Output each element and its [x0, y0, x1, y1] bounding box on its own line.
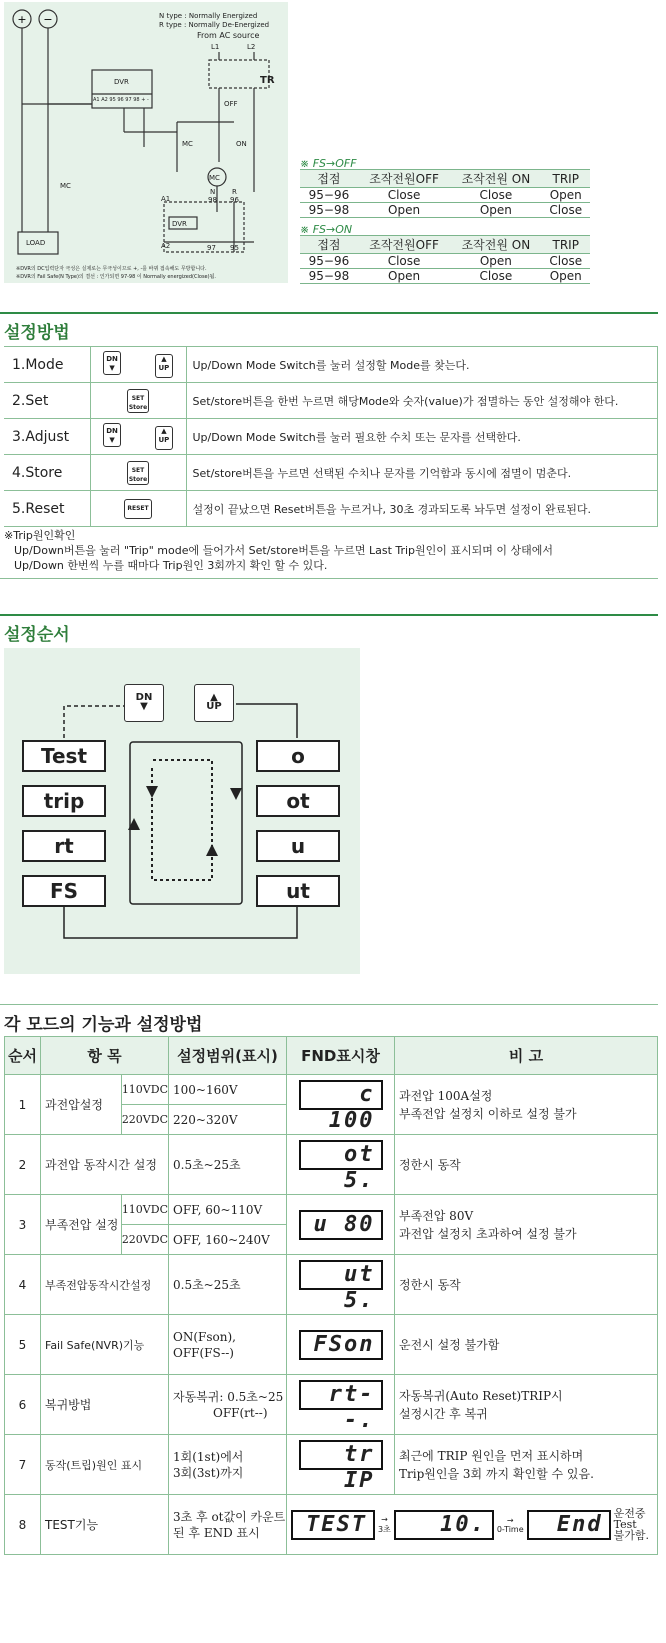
row-range: OFF(rt--)	[213, 1405, 268, 1420]
table-cell: Open	[358, 203, 450, 218]
fnd-test: TEST	[291, 1510, 375, 1540]
row-no: 5	[5, 1315, 41, 1375]
step-desc: Up/Down Mode Switch를 눌러 필요한 수치 또는 문자를 선택한다.	[186, 419, 658, 455]
l2-label: L2	[247, 43, 256, 51]
row-range: 자동복귀: 0.5초~25	[173, 1389, 284, 1404]
mode-rt: rt	[22, 830, 106, 862]
mode-ut: ut	[256, 875, 340, 907]
step-desc: Set/store버튼을 누르면 선택된 수치나 문자를 기억함과 동시에 점멸이 멈춘다.	[186, 455, 658, 491]
fnd-end: End	[527, 1510, 611, 1540]
step-desc: Set/store버튼을 한번 누르면 해당Mode와 숫자(value)가 점멸하는 동안 설정해야 한다.	[186, 383, 658, 419]
row-no: 6	[5, 1375, 41, 1435]
table-cell: Open	[450, 203, 541, 218]
set-store-key: SET Store	[127, 389, 149, 413]
section-divider	[0, 614, 658, 616]
row-item: 부족전압동작시간설정	[41, 1255, 169, 1315]
table-cell: Open	[542, 188, 591, 203]
col-header: FND표시창	[287, 1037, 395, 1075]
step-name: 2.Set	[4, 383, 90, 419]
fnd-count: 10.	[394, 1510, 494, 1540]
row-range: 100~160V	[169, 1075, 287, 1105]
t96-label: 96	[230, 196, 239, 204]
step-name: 1.Mode	[4, 347, 90, 383]
up-key: ▲ UP	[155, 354, 173, 378]
r-type-note: R type : Normally De-Energized	[159, 21, 270, 29]
svg-text:−: −	[43, 13, 53, 26]
row-item: 부족전압 설정	[41, 1195, 122, 1255]
table-cell: Close	[358, 254, 450, 269]
svg-text:+: +	[17, 13, 27, 26]
row-note: 불가함.	[613, 1529, 650, 1542]
row-item: 동작(트립)원인 표시	[41, 1435, 169, 1495]
n-type-note: N type : Normally Energized	[159, 12, 258, 20]
fnd-display: u 80	[299, 1210, 383, 1240]
row-note: 부족전압 80V	[399, 1208, 474, 1223]
row-range: 3초 후 ot값이 카운트	[173, 1509, 286, 1524]
row-note: 운전중	[613, 1507, 646, 1520]
arrow-label: 3초	[378, 1524, 391, 1534]
row-range: ON(Fson),	[173, 1329, 236, 1344]
col-header: 설정범위(표시)	[169, 1037, 287, 1075]
row-sub: 220VDC	[121, 1225, 168, 1255]
setting-row	[4, 455, 658, 491]
table-cell: Open	[542, 269, 591, 284]
row-note: 과전압 설정치 초과하여 설정 불가	[399, 1226, 577, 1241]
fnd-display: tr IP	[299, 1440, 383, 1470]
setting-row	[4, 419, 658, 455]
fs-on-header-contact: 접점	[300, 236, 358, 254]
dvr-label-1: DVR	[114, 78, 129, 86]
mode-trip: trip	[22, 785, 106, 817]
row-range: 된 후 END 표시	[173, 1525, 260, 1540]
table-cell: Close	[358, 188, 450, 203]
row-sub: 110VDC	[121, 1195, 168, 1225]
trip-note	[4, 528, 658, 573]
row-range: OFF(FS--)	[173, 1345, 234, 1360]
col-header: 비 고	[395, 1037, 658, 1075]
row-note: 정한시 동작	[395, 1135, 658, 1195]
up-button[interactable]: ▲ UP	[194, 684, 234, 722]
fnd-display: rt--.	[299, 1380, 383, 1410]
row-note: Test	[613, 1518, 637, 1531]
row-note: 정한시 동작	[395, 1255, 658, 1315]
table-cell: 95−98	[300, 203, 358, 218]
functions-title: 각 모드의 기능과 설정방법	[4, 1015, 203, 1035]
row-note: 과전압 100A설정	[399, 1088, 493, 1103]
reset-key: RESET	[124, 499, 152, 519]
ac-source-label: From AC source	[197, 31, 260, 40]
fs-off-header-trip: TRIP	[542, 170, 591, 188]
row-item: TEST기능	[41, 1495, 169, 1555]
functions-table: 순서 항 목 설정범위(표시) FND표시창 비 고 1 과전압설정 110VDC 100~160V c 100 과전압 100A설정 부족전압 설정치 이하로 설정 불가 220VDC 220~320V 2 과전압 동작시간 설정 0.5초~25초 ot 5. 정한시 동작 3 부족전압 설정 110VDC OFF, 60~110V u 80 부족전압 80V 과전압 설정치 초과하여 설정 불가 220VDC OFF, 160~240V 4 부족전압동작시간설정 0.5초~25초 ut 5. 정한시 동작 5 Fail Safe(NVR)기능 ON(Fson), OFF(FS--) FSon 운전시 설정 불가함 6 복귀방법 자동복귀: 0.5초~25 OFF(rt--) rt--. 자동복귀(Auto Reset)TRIP시 설정시간 후 복귀 7 동작(트립)원인 표시 1회(1st)에서 3회(3st)까지 tr IP 최근에 TRIP 원인을 먼저 표시하며 Trip원인을 3회 까지 확인할 수 있음. 8 TEST기능 3초 후 ot값이 카운트 된 후 END 표시 TEST → 3초 10. → 0-Time End 운전중 Test 불가함.	[4, 1036, 658, 1555]
col-header: 순서	[5, 1037, 41, 1075]
row-sub: 220VDC	[121, 1105, 168, 1135]
row-note: 운전시 설정 불가함	[395, 1315, 658, 1375]
mode-u: u	[256, 830, 340, 862]
row-no: 7	[5, 1435, 41, 1495]
step-desc: 설정이 끝났으면 Reset버튼을 누르거나, 30초 경과되도록 놔두면 설정이 완료된다.	[186, 491, 658, 527]
row-range: 3회(3st)까지	[173, 1465, 244, 1480]
dn-key: DN ▼	[103, 423, 121, 447]
setting-row	[4, 491, 658, 527]
fs-off-header-power-on: 조작전원 ON	[450, 170, 541, 188]
mc-label-2: MC	[60, 182, 71, 190]
fnd-display: ut 5.	[299, 1260, 383, 1290]
row-no: 4	[5, 1255, 41, 1315]
mode-test: Test	[22, 740, 106, 772]
off-label: OFF	[224, 100, 238, 108]
fs-on-header-power-on: 조작전원 ON	[450, 236, 541, 254]
row-range: OFF, 60~110V	[169, 1195, 287, 1225]
row-range: OFF, 160~240V	[169, 1225, 287, 1255]
t97-label: 97	[207, 244, 216, 252]
fs-on-header-trip: TRIP	[542, 236, 591, 254]
row-note: 자동복귀(Auto Reset)TRIP시	[399, 1388, 563, 1403]
step-name: 3.Adjust	[4, 419, 90, 455]
fnd-display: ot 5.	[299, 1140, 383, 1170]
n-label: N	[210, 188, 216, 196]
row-no: 3	[5, 1195, 41, 1255]
row-no: 1	[5, 1075, 41, 1135]
table-cell: Close	[542, 203, 591, 218]
trip-note-title: ※Trip원인확인	[4, 529, 76, 542]
fs-off-header-contact: 접점	[300, 170, 358, 188]
table-cell: Open	[450, 254, 541, 269]
table-cell: Close	[450, 188, 541, 203]
fs-on-header-power-off: 조작전원OFF	[358, 236, 450, 254]
t98-label: 98	[208, 196, 217, 204]
section-divider	[0, 578, 658, 579]
l1-label: L1	[211, 43, 220, 51]
trip-note-line2: Up/Down 한번씩 누를 때마다 Trip원인 3회까지 확인 할 수 있다.	[14, 559, 328, 572]
table-cell: Close	[542, 254, 591, 269]
row-note: 부족전압 설정치 이하로 설정 불가	[399, 1106, 577, 1121]
table-cell: Close	[450, 269, 541, 284]
fnd-display: c 100	[299, 1080, 383, 1110]
a1-label: A1	[161, 195, 171, 203]
table-cell: 95−98	[300, 269, 358, 284]
setting-row	[4, 383, 658, 419]
row-item: 과전압 동작시간 설정	[41, 1135, 169, 1195]
fs-off-header-power-off: 조작전원OFF	[358, 170, 450, 188]
set-store-key: SET Store	[127, 461, 149, 485]
dn-button[interactable]: DN ▼	[124, 684, 164, 722]
mode-fs: FS	[22, 875, 106, 907]
setting-table	[4, 346, 658, 527]
row-no: 8	[5, 1495, 41, 1555]
step-desc: Up/Down Mode Switch를 눌러 설정할 Mode를 찾는다.	[186, 347, 658, 383]
row-range: 0.5초~25초	[169, 1255, 287, 1315]
dvr-label-2: DVR	[172, 220, 187, 228]
mode-ot: ot	[256, 785, 340, 817]
mc-coil-label: MC	[209, 174, 220, 182]
section-divider	[0, 1004, 658, 1005]
sequence-title: 설정순서	[4, 625, 70, 645]
row-no: 2	[5, 1135, 41, 1195]
row-range: 1회(1st)에서	[173, 1449, 244, 1464]
col-header: 항 목	[41, 1037, 169, 1075]
row-item: 복귀방법	[41, 1375, 169, 1435]
a2-label: A2	[161, 242, 171, 250]
row-item: Fail Safe(NVR)기능	[41, 1315, 169, 1375]
mode-o: o	[256, 740, 340, 772]
sequence-diagram	[4, 648, 360, 974]
row-range: 220~320V	[169, 1105, 287, 1135]
table-cell: 95−96	[300, 254, 358, 269]
mc-label-1: MC	[182, 140, 193, 148]
fs-off-title: ※ FS→OFF	[300, 157, 357, 170]
fs-on-table	[300, 235, 590, 284]
fs-on-title: ※ FS→ON	[300, 223, 353, 236]
trip-note-line1: Up/Down버튼을 눌러 "Trip" mode에 들어가서 Set/store버튼을 누르면 Last Trip원인이 표시되며 이 상태에서	[14, 544, 554, 557]
fnd-display: FSon	[299, 1330, 383, 1360]
row-note: Trip원인을 3회 까지 확인할 수 있음.	[399, 1466, 594, 1481]
on-label: ON	[236, 140, 247, 148]
wiring-diagram-panel	[4, 2, 288, 283]
arrow-label: 0-Time	[496, 1524, 524, 1534]
row-note: 설정시간 후 복귀	[399, 1406, 488, 1421]
tr-label: TR	[260, 75, 275, 86]
setting-row	[4, 347, 658, 383]
row-range: 0.5초~25초	[169, 1135, 287, 1195]
dn-key: DN ▼	[103, 351, 121, 375]
load-label: LOAD	[26, 239, 46, 247]
setting-title: 설정방법	[4, 323, 70, 343]
table-cell: Open	[358, 269, 450, 284]
step-name: 4.Store	[4, 455, 90, 491]
table-cell: 95−96	[300, 188, 358, 203]
row-note: 최근에 TRIP 원인을 먼저 표시하며	[399, 1448, 584, 1463]
row-item: 과전압설정	[41, 1075, 122, 1135]
step-name: 5.Reset	[4, 491, 90, 527]
section-divider	[0, 312, 658, 314]
fs-off-table	[300, 169, 590, 218]
row-sub: 110VDC	[121, 1075, 168, 1105]
dvr-terminals: A1 A2 95 96 97 98 + -	[93, 97, 149, 103]
t95-label: 95	[230, 244, 239, 252]
wiring-footnote-2: ※DVR의 Fail Safe(N Type)의 결선 : 인가되면 97-98 이 Normally energized(Close)됨.	[16, 274, 216, 280]
r-label: R	[232, 188, 237, 196]
up-key: ▲ UP	[155, 426, 173, 450]
wiring-footnote-1: ※DVR의 DC입력단자 극성은 실제로는 무극성이므로 +, -를 바꿔 접속해도 무방합니다.	[16, 266, 207, 272]
